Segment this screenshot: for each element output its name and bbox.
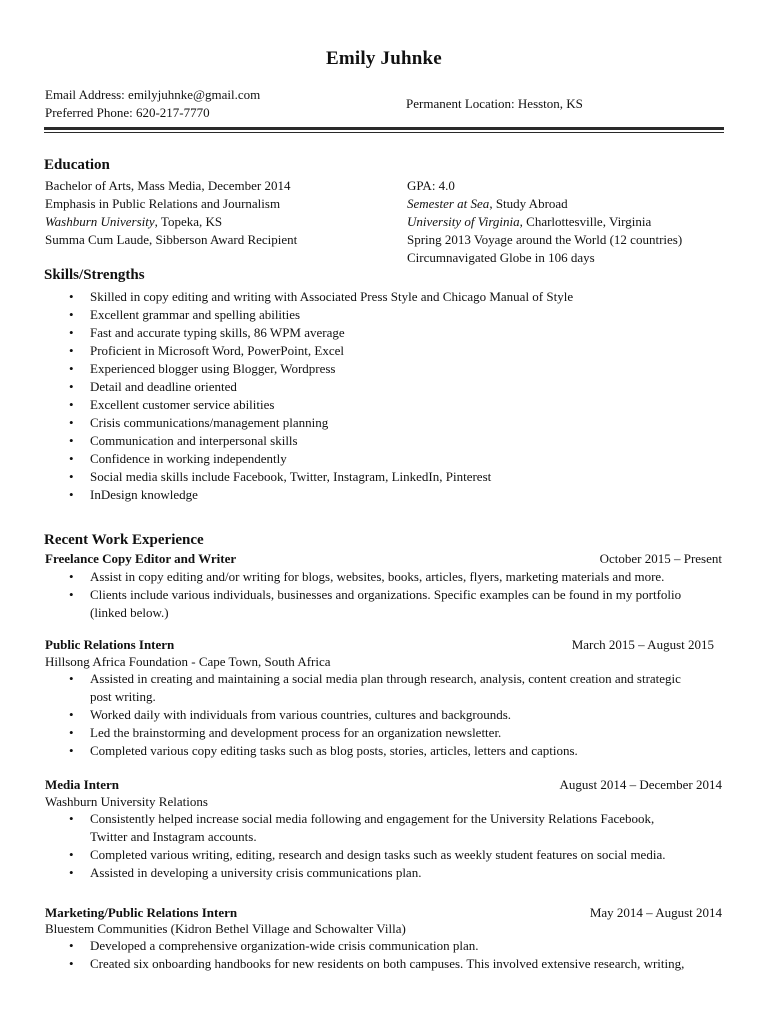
skill-item: • Communication and interpersonal skills	[45, 432, 725, 450]
job-bullet-line: • Assist in copy editing and/or writing for blogs, websites, books, articles, flyers, marketing materials and more.	[90, 569, 665, 584]
skill-item: • Confidence in working independently	[45, 450, 725, 468]
honors: Summa Cum Laude, Sibberson Award Recipient	[45, 232, 298, 247]
job-bullet	[45, 742, 725, 760]
host-place: Charlottesville, Virginia	[522, 214, 652, 229]
job-bullet-line: Twitter and Instagram accounts.	[90, 829, 257, 844]
skill-item: • Experienced blogger using Blogger, Wordpress	[45, 360, 725, 378]
job-bullet	[45, 937, 725, 955]
job-bullets	[45, 568, 725, 622]
job-title: Public Relations Intern	[45, 637, 175, 652]
job-bullet-line: • Assisted in developing a university crisis communications plan.	[90, 865, 422, 880]
school-name: Washburn University	[45, 214, 155, 229]
voyage: Spring 2013 Voyage around the World (12 countries)	[407, 232, 683, 247]
permanent-location: Permanent Location: Hesston, KS	[406, 96, 583, 111]
job-bullets	[45, 670, 725, 760]
skill-item: • Excellent customer service abilities	[45, 396, 725, 414]
skills-heading: Skills/Strengths	[44, 267, 145, 283]
email-address: Email Address: emilyjuhnke@gmail.com	[45, 87, 261, 102]
gpa: GPA: 4.0	[407, 178, 455, 193]
job-dates: May 2014 – August 2014	[589, 905, 722, 920]
circumnavigation: Circumnavigated Globe in 106 days	[407, 250, 595, 265]
job-bullet	[45, 724, 725, 742]
program-name: Semester at Sea	[407, 196, 490, 211]
job-bullets	[45, 937, 725, 973]
job-organization: Bluestem Communities (Kidron Bethel Village and Schowalter Villa)	[45, 921, 406, 936]
host-name: University of Virginia,	[407, 214, 523, 229]
skill-item: • Social media skills include Facebook, Twitter, Instagram, LinkedIn, Pinterest	[45, 468, 725, 486]
job-bullet-line: • Assisted in creating and maintaining a social media plan through research, analysis, content creation and strategic	[90, 671, 681, 686]
job-bullet	[45, 810, 725, 846]
job-dates: October 2015 – Present	[599, 551, 722, 566]
job-title: Freelance Copy Editor and Writer	[45, 551, 237, 566]
header-divider-thick	[44, 127, 724, 130]
skill-item: • InDesign knowledge	[45, 486, 725, 504]
work-heading: Recent Work Experience	[44, 532, 204, 548]
education-right-column	[407, 177, 682, 267]
skill-item: • Crisis communications/management planning	[45, 414, 725, 432]
study-abroad	[407, 195, 682, 213]
job-dates: March 2015 – August 2015	[571, 637, 714, 652]
job-title: Marketing/Public Relations Intern	[45, 905, 238, 920]
skill-item: • Excellent grammar and spelling abilities	[45, 306, 725, 324]
job-bullet	[45, 955, 725, 973]
job-bullet-line: • Completed various writing, editing, research and design tasks such as weekly student features on social media.	[90, 847, 666, 862]
job-bullet	[45, 586, 725, 622]
job-bullet	[45, 568, 725, 586]
contact-block	[45, 86, 260, 122]
header-divider-thin	[44, 132, 724, 133]
job-bullet	[45, 846, 725, 864]
skill-item: • Proficient in Microsoft Word, PowerPoint, Excel	[45, 342, 725, 360]
skills-list	[45, 288, 725, 504]
job-bullet-line: (linked below.)	[90, 605, 169, 620]
job-bullet-line: • Completed various copy editing tasks such as blog posts, stories, articles, letters and captions.	[90, 743, 578, 758]
resume-name: Emily Juhnke	[326, 48, 442, 69]
job-bullet-line: • Clients include various individuals, businesses and organizations. Specific examples can be found in my portfolio	[90, 587, 682, 602]
school-place: , Topeka, KS	[154, 214, 223, 229]
job-organization: Washburn University Relations	[45, 794, 208, 809]
job-bullet	[45, 670, 725, 706]
job-bullet	[45, 864, 725, 882]
job-bullet	[45, 706, 725, 724]
skill-item: • Detail and deadline oriented	[45, 378, 725, 396]
education-heading: Education	[44, 157, 110, 173]
job-bullet-line: post writing.	[90, 689, 156, 704]
job-bullets	[45, 810, 725, 882]
preferred-phone: Preferred Phone: 620-217-7770	[45, 105, 210, 120]
job-bullet-line: • Developed a comprehensive organization-wide crisis communication plan.	[90, 938, 479, 953]
job-bullet-line: • Led the brainstorming and development process for an organization newsletter.	[90, 725, 502, 740]
skill-item: • Fast and accurate typing skills, 86 WPM average	[45, 324, 725, 342]
skill-item: • Skilled in copy editing and writing with Associated Press Style and Chicago Manual of Style	[45, 288, 725, 306]
job-dates: August 2014 – December 2014	[559, 777, 722, 792]
school	[45, 213, 297, 231]
host-university	[407, 213, 682, 231]
program-desc: , Study Abroad	[489, 196, 568, 211]
emphasis: Emphasis in Public Relations and Journalism	[45, 196, 281, 211]
education-left-column	[45, 177, 297, 249]
degree: Bachelor of Arts, Mass Media, December 2014	[45, 178, 291, 193]
job-bullet-line: • Worked daily with individuals from various countries, cultures and backgrounds.	[90, 707, 512, 722]
job-organization: Hillsong Africa Foundation - Cape Town, South Africa	[45, 654, 331, 669]
job-bullet-line: • Created six onboarding handbooks for new residents on both campuses. This involved extensive research, writing,	[90, 956, 685, 971]
job-bullet-line: • Consistently helped increase social media following and engagement for the University Relations Facebook,	[90, 811, 655, 826]
job-title: Media Intern	[45, 777, 120, 792]
